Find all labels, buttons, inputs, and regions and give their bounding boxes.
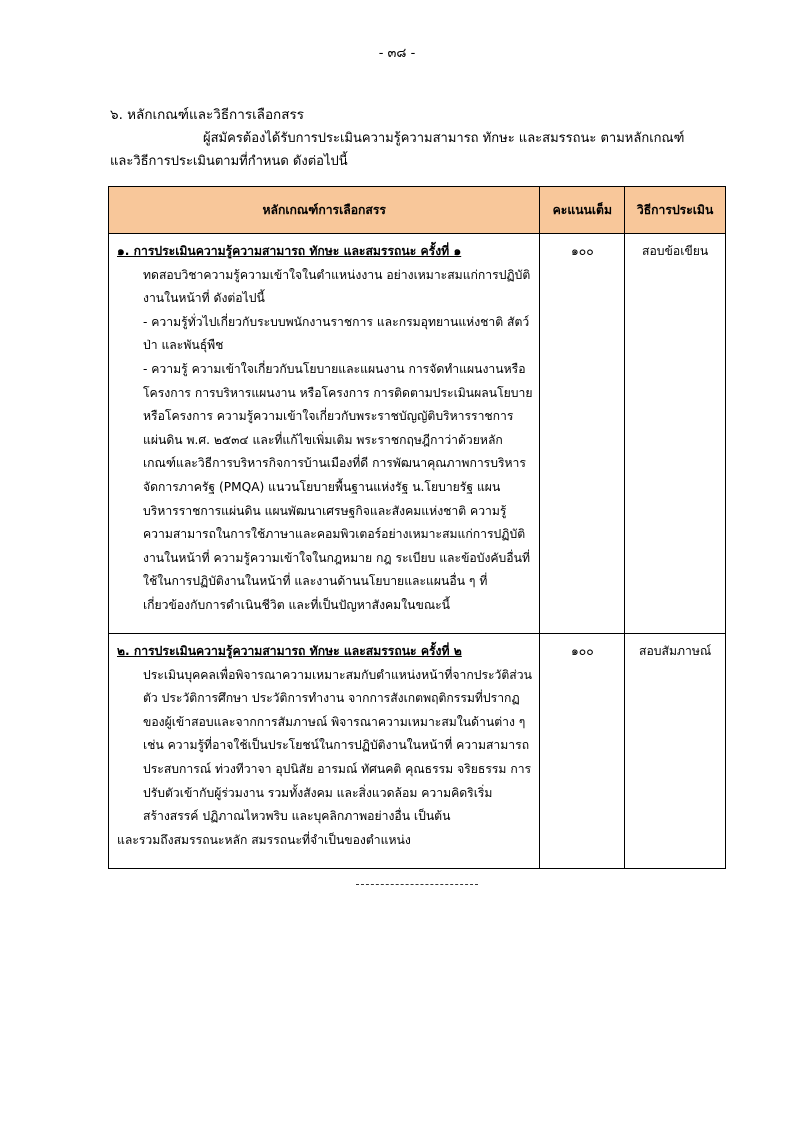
item-paragraph: - ความรู้ ความเข้าใจเกี่ยวกับนโยบายและแผนงาน การจัดทำแผนงานหรือโครงการ การบริหารแผนงาน หรือโครงการ การติดตามประเมินผลนโยบายหรือโครงการ ความรู้ความเข้าใจเกี่ยวกับพระราชบัญญัติบริหารราชการแผ่นดิน พ.ศ. ๒๕๓๔ และที่แก้ไขเพิ่มเติม พระราชกฤษฎีกาว่าด้วยหลักเกณฑ์และวิธีการบริหารกิจการบ้านเมืองที่ดี การพัฒนาคุณภาพการบริหารจัดการภาครัฐ (PMQA) แนวนโยบายพื้นฐานแห่งรัฐ น.โยบายรัฐ แผนบริหารราชการแผ่นดิน แผนพัฒนาเศรษฐกิจและสังคมแห่งชาติ ความรู้ความสามารถในการใช้ภาษาและคอมพิวเตอร์อย่างเหมาะสมแก่การปฏิบัติงานในหน้าที่ ความรู้ความเข้าใจในกฎหมาย กฎ ระเบียบ และข้อบังคับอื่นที่ใช้ในการปฏิบัติงานในหน้าที่ และงานด้านนโยบายและแผนอื่น ๆ ที่เกี่ยวข้องกับการดำเนินชีวิต และที่เป็นปัญหาสังคมในขณะนี้ (143, 361, 533, 612)
end-divider (356, 884, 478, 885)
table-header-row (109, 187, 726, 234)
criteria-cell (109, 234, 540, 634)
method-cell: สอบสัมภาษณ์ (625, 634, 726, 869)
item-title: ๑. การประเมินความรู้ความสามารถ ทักษะ และสมรรถนะ ครั้งที่ ๑ (117, 244, 462, 258)
header-score: คะแนนเต็ม (540, 187, 625, 234)
intro-line-2: และวิธีการประเมินตามที่กำหนด ดังต่อไปนี้ (110, 154, 348, 169)
item-title: ๒. การประเมินความรู้ความสามารถ ทักษะ และสมรรถนะ ครั้งที่ ๒ (117, 644, 462, 658)
criteria-cell (109, 634, 540, 869)
score-cell: ๑๐๐ (540, 234, 625, 634)
item-paragraph: ทดสอบวิชาความรู้ความเข้าใจในตำแหน่งงาน อย่างเหมาะสมแก่การปฏิบัติงานในหน้าที่ ดังต่อไปนี้ (143, 267, 531, 306)
table-row (109, 234, 726, 634)
page-number: - ๓๘ - (378, 46, 416, 61)
header-criteria: หลักเกณฑ์การเลือกสรร (109, 187, 540, 234)
item-paragraph: - ความรู้ทั่วไปเกี่ยวกับระบบพนักงานราชการ และกรมอุทยานแห่งชาติ สัตว์ป่า และพันธุ์พืช (143, 314, 530, 353)
item-paragraph: และรวมถึงสมรรถนะหลัก สมรรถนะที่จำเป็นของตำแหน่ง (117, 832, 411, 847)
intro-line-1: ผู้สมัครต้องได้รับการประเมินความรู้ความสามารถ ทักษะ และสมรรถนะ ตามหลักเกณฑ์ (203, 131, 685, 146)
criteria-table (108, 186, 726, 869)
item-paragraph: ประเมินบุคคลเพื่อพิจารณาความเหมาะสมกับตำแหน่งหน้าที่จากประวัติส่วนตัว ประวัติการศึกษา ประวัติการทำงาน จากการสังเกตพฤติกรรมที่ปรากฏของผู้เข้าสอบและจากการสัมภาษณ์ พิจารณาความเหมาะสมในด้านต่าง ๆ เช่น ความรู้ที่อาจใช้เป็นประโยชน์ในการปฏิบัติงานในหน้าที่ ความสามารถประสบการณ์ ท่วงทีวาจา อุปนิสัย อารมณ์ ทัศนคติ คุณธรรม จริยธรรม การปรับตัวเข้ากับผู้ร่วมงาน รวมทั้งสังคม และสิ่งแวดล้อม ความคิดริเริ่มสร้างสรรค์ ปฏิภาณไหวพริบ และบุคลิกภาพอย่างอื่น เป็นต้น (143, 667, 532, 824)
table-row (109, 634, 726, 869)
score-cell: ๑๐๐ (540, 634, 625, 869)
method-cell: สอบข้อเขียน (625, 234, 726, 634)
section-heading: ๖. หลักเกณฑ์และวิธีการเลือกสรร (110, 107, 304, 123)
header-method: วิธีการประเมิน (625, 187, 726, 234)
